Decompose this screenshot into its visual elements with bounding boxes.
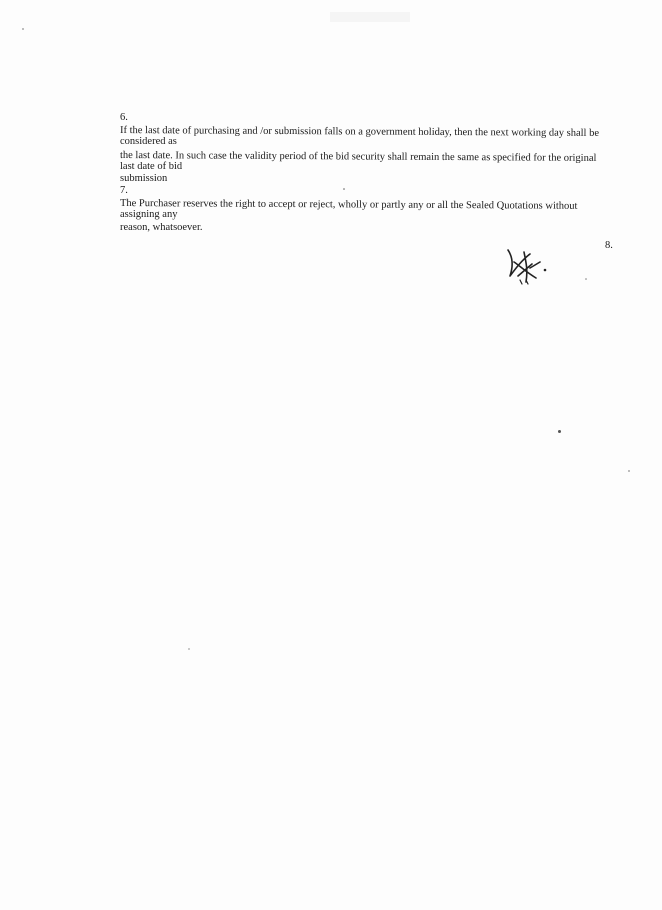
clause-6-line-5: submission [120,173,168,184]
clause-6-line-2: considered as [120,136,177,147]
scan-speck [22,28,24,30]
clause-7-line-2: assigning any [120,209,178,220]
clause-7-line-1: The Purchaser reserves the right to accept or reject, wholly or partly any or all the Sealed Quotations without [119,198,578,212]
page-number: 8. [605,240,613,251]
clause-6-line-4: last date of bid [120,161,183,172]
faint-scan-mark [330,12,410,22]
clause-number-6: 6. [120,112,128,123]
clause-6-line-3: the last date. In such case the validity period of the bid security shall remain the same as specified for the original [119,150,597,164]
scan-speck [558,430,561,433]
clause-6-line-1: If the last date of purchasing and /or submission falls on a government holiday, then the next working day shall be [119,125,600,139]
signature-icon [500,242,552,286]
scan-speck [585,278,587,280]
scan-speck [628,470,630,472]
scan-speck [343,188,345,190]
clause-7-line-3: reason, whatsoever. [120,222,203,233]
scan-speck [188,648,190,650]
clause-number-7: 7. [120,185,128,196]
